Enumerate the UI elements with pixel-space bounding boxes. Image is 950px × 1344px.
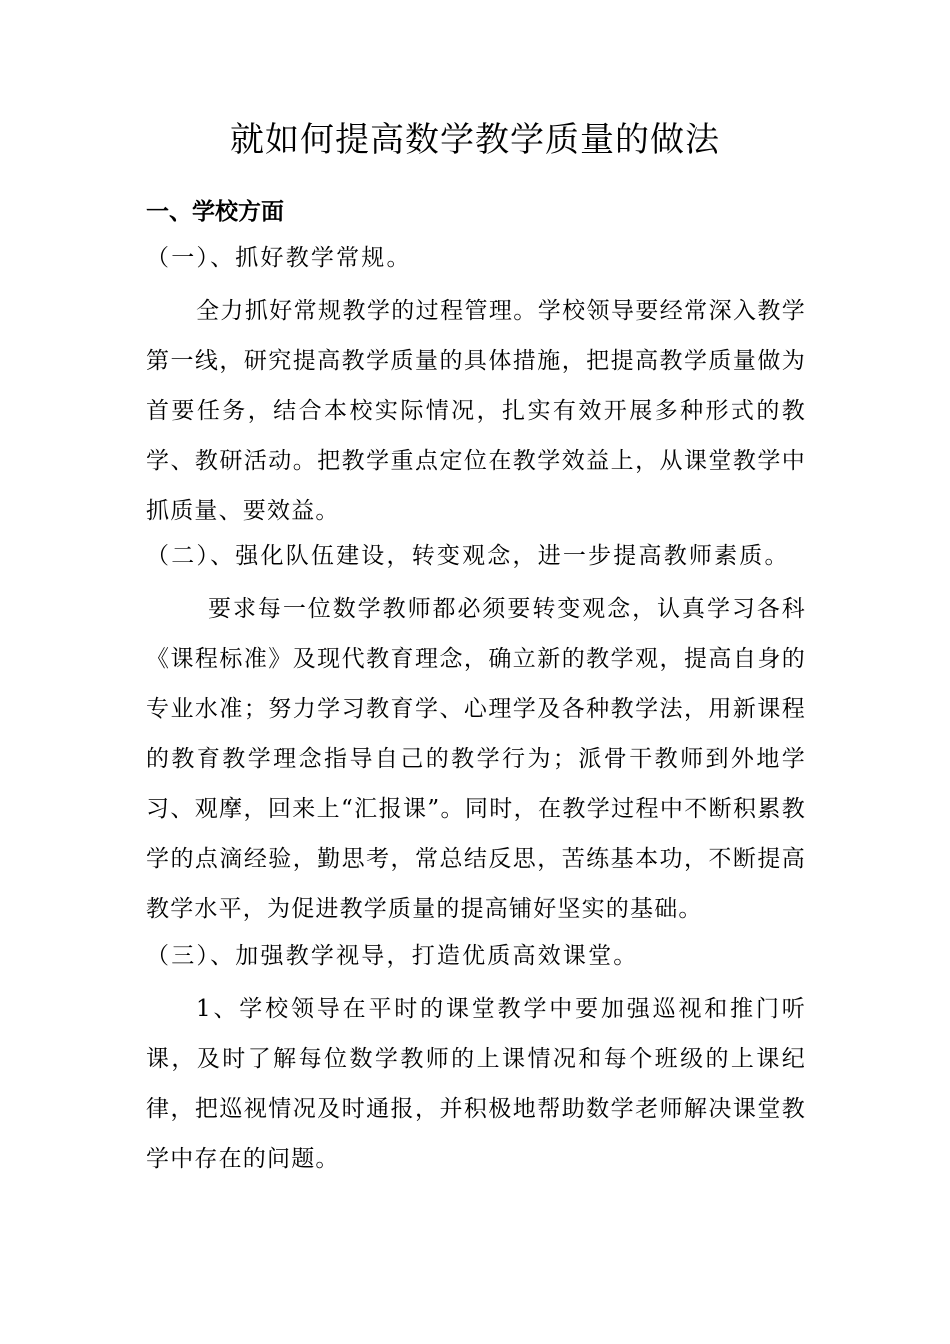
subheading-team-building: （二）、强化队伍建设，转变观念，进一步提高教师素质。 [146, 543, 790, 569]
document-title: 就如何提高数学教学质量的做法 [230, 120, 720, 160]
paragraph-classroom-inspection: 1、学校领导在平时的课堂教学中要加强巡视和推门听课，及时了解每位数学教师的上课情况和每个班级的上课纪律，把巡视情况及时通报，并积极地帮助数学老师解决课堂教学中存在的问题。 [146, 996, 806, 1172]
subheading-teaching-supervision: （三）、加强教学视导，打造优质高效课堂。 [146, 943, 639, 969]
paragraph-routine-management: 全力抓好常规教学的过程管理。学校领导要经常深入教学第一线，研究提高教学质量的具体措施，把提高教学质量做为首要任务，结合本校实际情况，扎实有效开展多种形式的教学、教研活动。把教学重点定位在教学效益上，从课堂教学中抓质量、要效益。 [146, 298, 806, 524]
section-heading-school: 一、学校方面 [146, 199, 284, 225]
subheading-teaching-routine: （一）、抓好教学常规。 [146, 245, 412, 271]
paragraph-teacher-quality: 要求每一位数学教师都必须要转变观念，认真学习各科《课程标准》及现代教育理念，确立新的教学观，提高自身的专业水准；努力学习教育学、心理学及各种教学法，用新课程的教育教学理念指导自己的教学行为；派骨干教师到外地学习、观摩，回来上“汇报课”。同时，在教学过程中不断积累教学的点滴经验，勤思考，常总结反思，苦练基本功，不断提高教学水平，为促进教学质量的提高铺好坚实的基础。 [146, 596, 806, 922]
